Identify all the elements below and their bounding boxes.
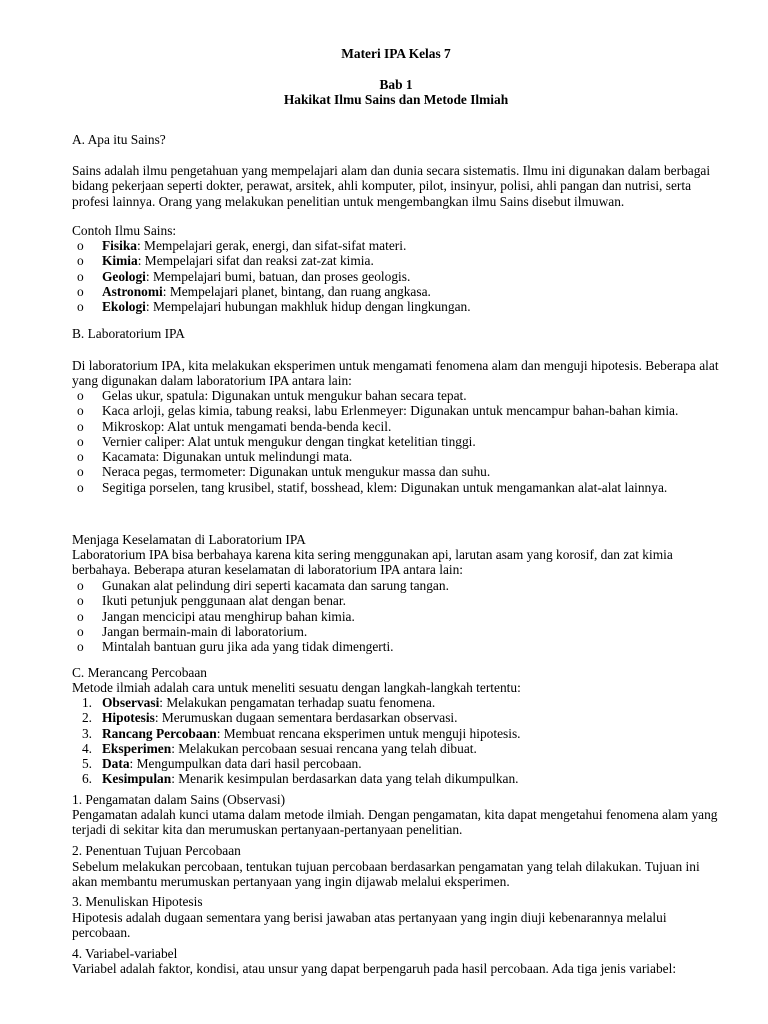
list-item: [72, 284, 720, 299]
list-item: [72, 480, 720, 495]
step-number: 3.: [81, 725, 92, 741]
list-item: [72, 741, 720, 756]
description: : Melakukan pengamatan terhadap suatu fenomena.: [159, 695, 436, 710]
list-item: [72, 726, 720, 741]
list-item: [72, 403, 720, 418]
term: Fisika: [102, 238, 137, 253]
subsection-heading: 4. Variabel-variabel: [72, 946, 178, 961]
section-c-heading: C. Merancang Percobaan: [72, 665, 207, 680]
list-item: [72, 578, 720, 593]
document-title: Materi IPA Kelas 7: [341, 46, 451, 61]
step-number: 2.: [81, 710, 92, 726]
list-item: [72, 639, 720, 654]
list-item: [72, 269, 720, 284]
description: : Merumuskan dugaan sementara berdasarkan observasi.: [154, 710, 458, 726]
step-number: 1.: [81, 695, 92, 710]
bullet-icon: o: [77, 479, 84, 495]
list-item: [72, 624, 720, 639]
list-item-text: Gelas ukur, spatula: Digunakan untuk mengukur bahan secara tepat.: [102, 388, 467, 403]
safety-paragraph: Laboratorium IPA bisa berbahaya karena kita sering menggunakan api, larutan asam yang korosif, dan zat kimia berbahaya. Beberapa aturan keselamatan di laboratorium IPA antara lain:: [72, 547, 673, 578]
list-item-text: Vernier caliper: Alat untuk mengukur dengan tingkat ketelitian tinggi.: [102, 433, 476, 449]
bullet-icon: o: [77, 253, 84, 269]
subsection-heading: 1. Pengamatan dalam Sains (Observasi): [72, 792, 286, 807]
list-item-text: Jangan mencicipi atau menghirup bahan kimia.: [102, 608, 355, 624]
subsection-text: Variabel adalah faktor, kondisi, atau unsur yang dapat berpengaruh pada hasil percobaan. Ada tiga jenis variabel:: [72, 961, 677, 976]
description: : Membuat rencana eksperimen untuk menguji hipotesis.: [216, 725, 521, 741]
list-item: [72, 593, 720, 608]
list-item: [72, 710, 720, 725]
section-c-intro: Metode ilmiah adalah cara untuk meneliti sesuatu dengan langkah-langkah tertentu:: [72, 680, 521, 695]
term: Observasi: [102, 695, 160, 710]
examples-label: Contoh Ilmu Sains:: [72, 223, 177, 238]
bullet-icon: o: [77, 593, 84, 609]
list-item-text: Kacamata: Digunakan untuk melindungi mata.: [102, 449, 353, 465]
description: : Mempelajari planet, bintang, dan ruang angkasa.: [162, 283, 431, 299]
bullet-icon: o: [77, 418, 84, 434]
list-item-text: Mikroskop: Alat untuk mengamati benda-benda kecil.: [102, 418, 392, 434]
term: Ekologi: [102, 299, 146, 315]
bullet-icon: o: [77, 608, 84, 624]
step-number: 4.: [81, 740, 92, 756]
term: Data: [102, 756, 130, 772]
bullet-icon: o: [77, 433, 84, 449]
term: Eksperimen: [102, 740, 172, 756]
list-item-text: Segitiga porselen, tang krusibel, statif, bosshead, klem: Digunakan untuk mengamankan alat-alat lainnya.: [102, 479, 668, 495]
description: : Mempelajari bumi, batuan, dan proses geologis.: [145, 268, 411, 284]
list-item: [72, 609, 720, 624]
bullet-icon: o: [77, 283, 84, 299]
bullet-icon: o: [77, 299, 84, 315]
term: Rancang Percobaan: [102, 725, 217, 741]
list-item: [72, 771, 720, 786]
step-number: 6.: [81, 771, 92, 787]
chapter-number: Bab 1: [379, 77, 413, 92]
list-item-text: Ikuti petunjuk penggunaan alat dengan benar.: [102, 593, 346, 609]
section-a-paragraph: Sains adalah ilmu pengetahuan yang mempelajari alam dan dunia secara sistematis. Ilmu ini digunakan dalam berbagai bidang pekerjaan seperti dokter, perawat, arsitek, ahli komputer, pilot, insinyur, polisi, ahli pangan dan nutrisi, serta profesi lainnya. Orang yang melakukan penelitian untuk mengembangkan ilmu Sains disebut ilmuwan.: [72, 163, 711, 209]
list-item: [72, 299, 720, 314]
description: : Mempelajari hubungan makhluk hidup dengan lingkungan.: [145, 299, 471, 315]
list-item: [72, 695, 720, 710]
bullet-icon: o: [77, 578, 84, 593]
term: Geologi: [102, 268, 146, 284]
subsection-text: Pengamatan adalah kunci utama dalam metode ilmiah. Dengan pengamatan, kita dapat mengetahui fenomena alam yang terjadi di sekitar kita dan merumuskan pertanyaan-pertanyaan penelitian.: [72, 807, 718, 838]
term: Astronomi: [102, 283, 163, 299]
list-item: [72, 434, 720, 449]
list-item: [72, 238, 720, 253]
safety-rules-list: [72, 578, 720, 654]
list-item: [72, 388, 720, 403]
list-item-text: Mintalah bantuan guru jika ada yang tidak dimengerti.: [102, 639, 394, 655]
list-item: [72, 419, 720, 434]
subsection-text: Sebelum melakukan percobaan, tentukan tujuan percobaan berdasarkan pengamatan yang telah dilakukan. Tujuan ini akan membantu merumuskan pertanyaan yang ingin dijawab melalui eksperimen.: [72, 859, 700, 890]
list-item: [72, 756, 720, 771]
subsection-heading: 2. Penentuan Tujuan Percobaan: [72, 843, 241, 858]
safety-heading: Menjaga Keselamatan di Laboratorium IPA: [72, 532, 306, 547]
science-examples-list: [72, 238, 720, 314]
description: : Mempelajari gerak, energi, dan sifat-sifat materi.: [136, 238, 407, 253]
list-item-text: Gunakan alat pelindung diri seperti kacamata dan sarung tangan.: [102, 578, 449, 593]
subsection-text: Hipotesis adalah dugaan sementara yang berisi jawaban atas pertanyaan yang ingin diuji kebenarannya melalui percobaan.: [72, 910, 667, 941]
list-item: [72, 449, 720, 464]
term: Hipotesis: [102, 710, 155, 726]
lab-tools-list: [72, 388, 720, 495]
bullet-icon: o: [77, 268, 84, 284]
description: : Mempelajari sifat dan reaksi zat-zat kimia.: [137, 253, 374, 269]
section-b-paragraph: Di laboratorium IPA, kita melakukan eksperimen untuk mengamati fenomena alam dan menguji hipotesis. Beberapa alat yang digunakan dalam laboratorium IPA antara lain:: [72, 358, 719, 389]
bullet-icon: o: [77, 464, 84, 480]
description: : Melakukan percobaan sesuai rencana yang telah dibuat.: [171, 740, 477, 756]
subsection-heading: 3. Menuliskan Hipotesis: [72, 894, 203, 909]
chapter-title: Hakikat Ilmu Sains dan Metode Ilmiah: [283, 92, 509, 107]
bullet-icon: o: [77, 238, 84, 253]
bullet-icon: o: [77, 623, 84, 639]
bullet-icon: o: [77, 388, 84, 403]
bullet-icon: o: [77, 403, 84, 419]
description: : Menarik kesimpulan berdasarkan data yang telah dikumpulkan.: [171, 771, 519, 787]
bullet-icon: o: [77, 639, 84, 655]
list-item-text: Kaca arloji, gelas kimia, tabung reaksi, labu Erlenmeyer: Digunakan untuk mencampur bahan-bahan kimia.: [102, 403, 679, 419]
list-item-text: Jangan bermain-main di laboratorium.: [102, 623, 308, 639]
term: Kimia: [102, 253, 138, 269]
list-item: [72, 464, 720, 479]
list-item-text: Neraca pegas, termometer: Digunakan untuk mengukur massa dan suhu.: [102, 464, 491, 480]
list-item: [72, 253, 720, 268]
step-number: 5.: [81, 756, 92, 772]
scientific-method-steps: [72, 695, 720, 787]
section-a-heading: A. Apa itu Sains?: [72, 132, 166, 147]
term: Kesimpulan: [102, 771, 172, 787]
section-b-heading: B. Laboratorium IPA: [72, 326, 185, 341]
description: : Mengumpulkan data dari hasil percobaan.: [129, 756, 362, 772]
bullet-icon: o: [77, 449, 84, 465]
